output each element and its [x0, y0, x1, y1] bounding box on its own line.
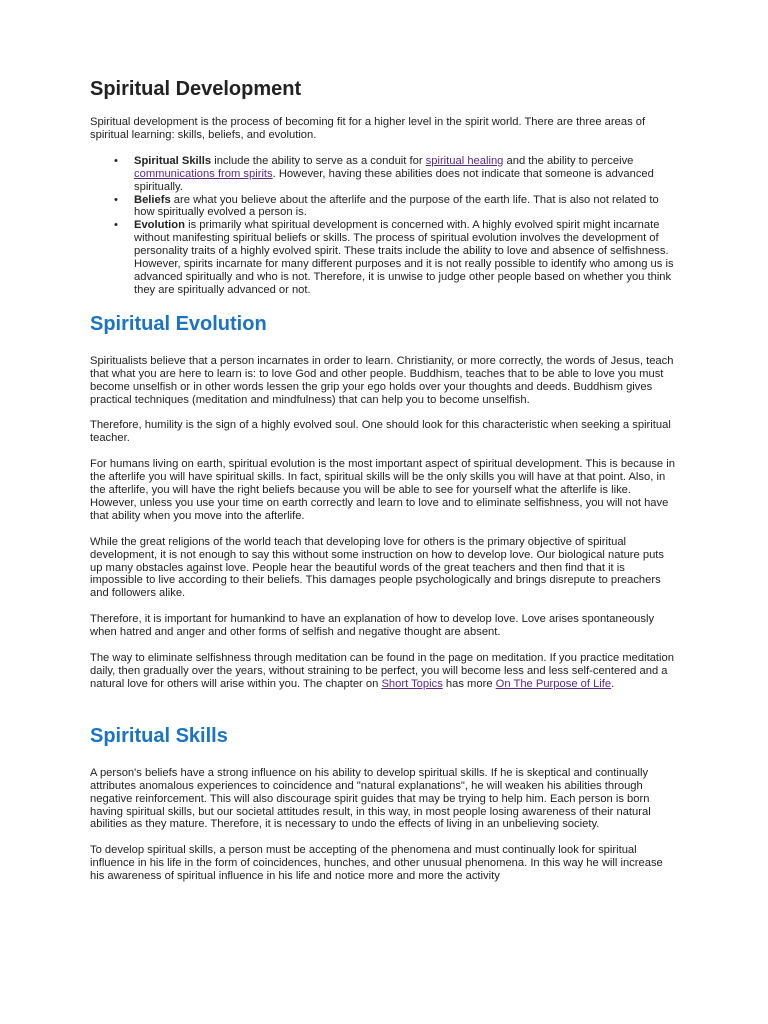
skills-text-3: . However, having these abilities does not indicate that someone is advanced spiritually.	[134, 167, 654, 193]
term-beliefs: Beliefs	[134, 193, 171, 206]
list-item-skills	[114, 154, 678, 194]
spiritual-evolution-section	[90, 311, 678, 691]
purpose-of-life-link[interactable]: On The Purpose of Life	[495, 677, 612, 690]
section-heading-skills: Spiritual Skills	[90, 724, 228, 747]
evolution-p6-text: The way to eliminate selfishness through meditation can be found in the page on meditation. If you practice meditation daily, then gradually over the years, without straining to be perfect, you will become less and less self-centered and a natural love for others will arise within you. The chapter on	[90, 652, 674, 690]
evolution-p6-mid: has more	[442, 677, 496, 690]
spiritual-healing-link[interactable]: spiritual healing	[425, 154, 504, 167]
evolution-paragraph: Therefore, humility is the sign of a highly evolved soul. One should look for this characteristic when seeking a spiritual teacher.	[90, 419, 671, 445]
list-item-evolution	[114, 219, 678, 296]
areas-list	[90, 155, 678, 297]
intro-paragraph: Spiritual development is the process of becoming fit for a higher level in the spirit world. There are three areas of spiritual learning: skills, beliefs, and evolution.	[90, 116, 646, 141]
skills-paragraph: To develop spiritual skills, a person must be accepting of the phenomena and must continually look for spiritual influence in his life in the form of coincidences, hunches, and other unusual phenomena. In this way he will increase his awareness of spiritual influence in his life and notice more and more the activity	[90, 844, 663, 883]
bullet-icon: •	[114, 219, 118, 232]
evolution-paragraph-links	[90, 652, 678, 691]
bullet-icon: •	[114, 193, 118, 206]
skills-text-1: include the ability to serve as a conduit for	[211, 154, 426, 167]
communications-from-spirits-link[interactable]: communications from spirits	[134, 167, 273, 180]
evolution-paragraph: Spiritualists believe that a person incarnates in order to learn. Christianity, or more correctly, the words of Jesus, teach that what you are here to learn is: to love God and other people. Buddhism, teaches that to be able to love you must become unselfish or in other words lessen the grip your ego holds over your thoughts and deeds. Buddhism gives practical techniques (meditation and mindfulness) that can help you to become unselfish.	[90, 354, 674, 406]
section-heading-evolution: Spiritual Evolution	[90, 312, 267, 335]
evolution-p6-end: .	[611, 677, 615, 690]
list-item-beliefs	[114, 193, 678, 220]
short-topics-link[interactable]: Short Topics	[381, 677, 443, 690]
page-title: Spiritual Development	[90, 78, 302, 100]
evolution-paragraph: Therefore, it is important for humankind to have an explanation of how to develop love. Love arises spontaneously when hatred and anger and other forms of selfish and negative thought are absent.	[90, 613, 655, 639]
skills-text-2: and the ability to perceive	[503, 154, 634, 167]
term-evolution: Evolution	[134, 219, 185, 232]
evolution-paragraph: While the great religions of the world teach that developing love for others is the primary objective of spiritual development, it is not enough to say this without some instruction on how to develop love. Our biological nature puts up many obstacles against love. People hear the beautiful words of the great teachers and then find that it is impossible to live according to their beliefs. This damages people psychologically and brings disrepute to preachers and followers alike.	[90, 535, 665, 600]
evolution-paragraph: For humans living on earth, spiritual evolution is the most important aspect of spiritual development. This is because in the afterlife you will have spiritual skills. In fact, spiritual skills will be the only skills you will have at that point. Also, in the afterlife, you will have the right beliefs because you will be able to see for yourself what the afterlife is like. However, unless you use your time on earth correctly and learn to love and to eliminate selfishness, you will not have that ability when you move into the afterlife.	[90, 458, 675, 522]
spiritual-skills-section	[90, 723, 678, 883]
bullet-icon: •	[114, 154, 118, 167]
beliefs-text: are what you believe about the afterlife and the purpose of the earth life. That is also not related to how spiritually evolved a person is.	[134, 193, 659, 219]
term-skills: Spiritual Skills	[134, 154, 212, 167]
skills-paragraph: A person's beliefs have a strong influence on his ability to develop spiritual skills. If he is skeptical and continually attributes anomalous experiences to coincidence and "natural explanations", he will weaken his abilities through negative reinforcement. This will also discourage spirit guides that may be trying to help him. Each person is born having spiritual skills, but our societal attitudes result, in this way, in most people losing awareness of their natural abilities as they mature. Therefore, it is necessary to undo the effects of living in an unbelieving society.	[90, 766, 651, 831]
evolution-text: is primarily what spiritual development is concerned with. A highly evolved spirit might incarnate without manifesting spiritual beliefs or skills. The process of spiritual evolution involves the development of personality traits of a highly evolved spirit. These traits include the ability to love and absence of selfishness. However, spirits incarnate for many different purposes and it is not really possible to identify who among us is advanced spiritually and who is not. Therefore, it is unwise to judge other people based on whether you think they are spiritually advanced or not.	[134, 219, 674, 296]
